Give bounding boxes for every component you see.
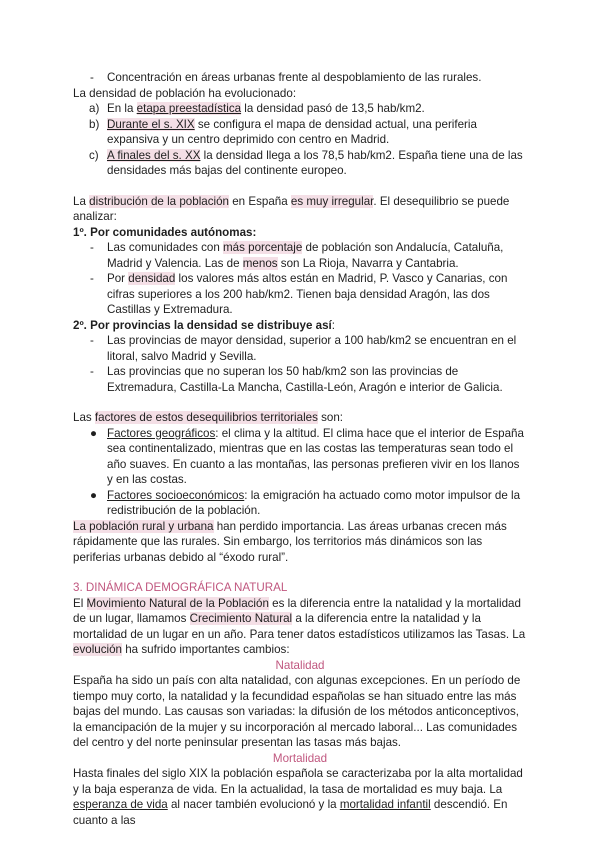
dash-marker: -	[90, 71, 94, 84]
density-intro: La densidad de población ha evolucionado:	[73, 86, 297, 100]
list-item-text: Durante el s. XIX se configura el mapa de densidad actual, una periferia expansiva y un centro deprimido con centro en Madrid.	[107, 117, 477, 146]
list-item	[73, 364, 527, 395]
list-marker: c)	[89, 148, 99, 162]
list-item	[73, 426, 527, 488]
list-item-text: A finales del s. XX la densidad llega a los 78,5 hab/km2. España tiene una de las densidades más bajas del continente europeo.	[107, 148, 523, 177]
bullet-marker: ●	[90, 426, 98, 440]
dash-marker: -	[90, 365, 94, 378]
subheading-mortalidad: Mortalidad	[272, 751, 328, 765]
dash-marker: -	[90, 272, 94, 285]
list-marker: b)	[89, 117, 100, 131]
mortalidad-paragraph: Hasta finales del siglo XIX la población española se caracterizaba por la alta mortalidad y la baja esperanza de vida. En la actualidad, la tasa de mortalidad es muy baja. La esperanza de vida al nacer también evolucionó y la mortalidad infantil descendió. En cuanto a las	[73, 767, 523, 827]
list-item-text: Las provincias de mayor densidad, superior a 100 hab/km2 se encuentran en el litoral, salvo Madrid y Sevilla.	[107, 334, 517, 363]
natural-movement-paragraph: El Movimiento Natural de la Población es la diferencia entre la natalidad y la mortalidad de un lugar, llamamos Crecimiento Natural a la diferencia entre la natalidad y la mortalidad de un lugar en un año. Para tener datos estadísticos utilizamos las Tasas. La evolución ha sufrido importantes cambios:	[73, 596, 526, 656]
heading-provincias: 2º. Por provincias la densidad se distribuye así:	[73, 318, 335, 332]
list-item	[73, 240, 527, 271]
section-title: 3. DINÁMICA DEMOGRÁFICA NATURAL	[73, 581, 288, 594]
list-item-text: Las comunidades con más porcentaje de población son Andalucía, Cataluña, Madrid y Valencia. Las de menos son La Rioja, Navarra y Cantabria.	[107, 241, 504, 270]
heading-ccaa: 1º. Por comunidades autónomas:	[73, 225, 257, 239]
list-item	[73, 148, 527, 179]
document-page	[73, 70, 527, 828]
list-item-text: Las provincias que no superan los 50 hab/km2 son las provincias de Extremadura, Castilla-La Mancha, Castilla-León, Aragón e interior de Galicia.	[107, 365, 503, 394]
urban-paragraph: La población rural y urbana han perdido importancia. Las áreas urbanas crecen más rápidamente que las rurales. Sin embargo, los territorios más dinámicos son las periferias urbanas debido al “éxodo rural”.	[73, 519, 507, 564]
list-item	[73, 117, 527, 148]
list-item-text: Concentración en áreas urbanas frente al despoblamiento de las rurales.	[107, 71, 482, 84]
natalidad-paragraph: España ha sido un país con alta natalidad, con algunas excepciones. En un período de tiempo muy corto, la natalidad y la fecundidad españolas se han situado entre las más bajas del mundo. Las causas son variadas: la difusión de los métodos anticonceptivos, la emancipación de la mujer y su incorporación al mercado laboral... Las comunidades del centro y del norte peninsular presentan las tasas más bajas.	[73, 674, 521, 749]
dash-marker: -	[90, 334, 94, 347]
list-item	[73, 488, 527, 519]
list-item	[73, 271, 527, 318]
dash-marker: -	[90, 241, 94, 254]
list-item-text: Factores socioeconómicos: la emigración ha actuado como motor impulsor de la redistribución de la población.	[107, 488, 521, 517]
list-item-text: En la etapa preestadística la densidad pasó de 13,5 hab/km2.	[107, 102, 425, 115]
distribution-paragraph: La distribución de la población en España es muy irregular. El desequilibrio se puede analizar:	[73, 194, 510, 223]
factors-intro: Las factores de estos desequilibrios territoriales son:	[73, 411, 344, 424]
list-item	[73, 333, 527, 364]
list-item-text: Factores geográficos: el clima y la altitud. El clima hace que el interior de España sea continentalizado, mientras que en las costas las temperaturas sean todo el año suaves. En cuanto a las montañas, las personas prefieren vivir en los llanos y en las costas.	[107, 426, 524, 486]
list-marker: a)	[89, 102, 100, 115]
list-item-text: Por densidad los valores más altos están en Madrid, P. Vasco y Canarias, con cifras superiores a los 200 hab/km2. Tienen baja densidad Aragón, las dos Castillas y Extremadura.	[107, 272, 508, 316]
subheading-natalidad: Natalidad	[275, 658, 325, 672]
bullet-marker: ●	[90, 488, 98, 502]
list-item	[73, 70, 527, 86]
list-item	[73, 101, 527, 117]
